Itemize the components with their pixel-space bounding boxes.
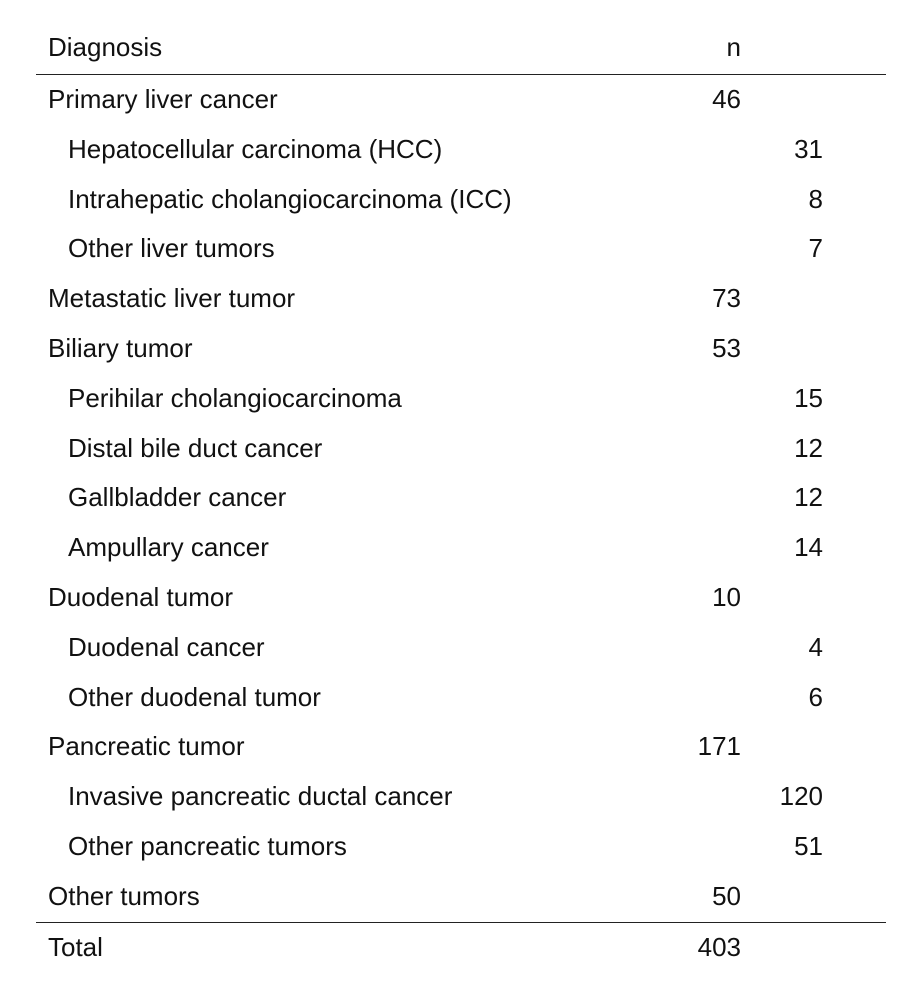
total-n: 403 [697, 931, 741, 962]
row-label: Metastatic liver tumor [48, 283, 296, 314]
row-n: 73 [712, 283, 741, 314]
row-n: 53 [712, 332, 741, 363]
table-subrow [36, 374, 886, 424]
row-sub-n: 8 [808, 183, 823, 214]
table-subrow [36, 224, 886, 274]
row-label: Duodenal tumor [48, 581, 233, 612]
row-sub-n: 120 [779, 781, 823, 812]
row-label: Intrahepatic cholangiocarcinoma (ICC) [68, 183, 512, 214]
table-subrow [36, 125, 886, 175]
row-sub-n: 4 [808, 631, 823, 662]
row-sub-n: 12 [794, 482, 823, 513]
row-sub-n: 14 [794, 532, 823, 563]
diagnosis-table [36, 22, 886, 972]
row-label: Primary liver cancer [48, 84, 278, 114]
row-n: 10 [712, 581, 741, 612]
row-sub-n: 15 [794, 382, 823, 413]
table-subrow [36, 822, 886, 872]
row-label: Distal bile duct cancer [68, 432, 323, 463]
row-n: 50 [712, 880, 741, 911]
row-label: Other pancreatic tumors [68, 830, 347, 861]
total-row [36, 923, 886, 973]
table-row [36, 324, 886, 374]
table-subrow [36, 623, 886, 673]
table-row [36, 722, 886, 772]
row-label: Biliary tumor [48, 332, 193, 363]
row-sub-n: 6 [808, 681, 823, 712]
table-header-row [36, 22, 886, 74]
table-row [36, 872, 886, 922]
row-sub-n: 7 [808, 233, 823, 264]
table-subrow [36, 673, 886, 723]
row-sub-n: 31 [794, 133, 823, 164]
table-subrow [36, 424, 886, 474]
row-label: Other liver tumors [68, 233, 275, 264]
table-subrow [36, 772, 886, 822]
table-row [36, 274, 886, 324]
row-label: Invasive pancreatic ductal cancer [68, 781, 453, 812]
row-label: Other duodenal tumor [68, 681, 321, 712]
row-sub-n: 12 [794, 432, 823, 463]
header-n: n [726, 32, 741, 62]
table-row [36, 75, 886, 125]
row-sub-n: 51 [794, 830, 823, 861]
row-n: 46 [712, 84, 741, 114]
row-label: Other tumors [48, 880, 200, 911]
row-n: 171 [697, 731, 741, 762]
table-row [36, 573, 886, 623]
header-diagnosis: Diagnosis [48, 32, 163, 62]
row-label: Ampullary cancer [68, 532, 269, 563]
row-label: Pancreatic tumor [48, 731, 245, 762]
row-label: Perihilar cholangiocarcinoma [68, 382, 402, 413]
row-label: Hepatocellular carcinoma (HCC) [68, 133, 443, 164]
table-subrow [36, 523, 886, 573]
row-label: Gallbladder cancer [68, 482, 287, 513]
table-subrow [36, 175, 886, 225]
total-label: Total [48, 931, 103, 962]
row-label: Duodenal cancer [68, 631, 265, 662]
table-subrow [36, 473, 886, 523]
table-body [36, 75, 886, 922]
